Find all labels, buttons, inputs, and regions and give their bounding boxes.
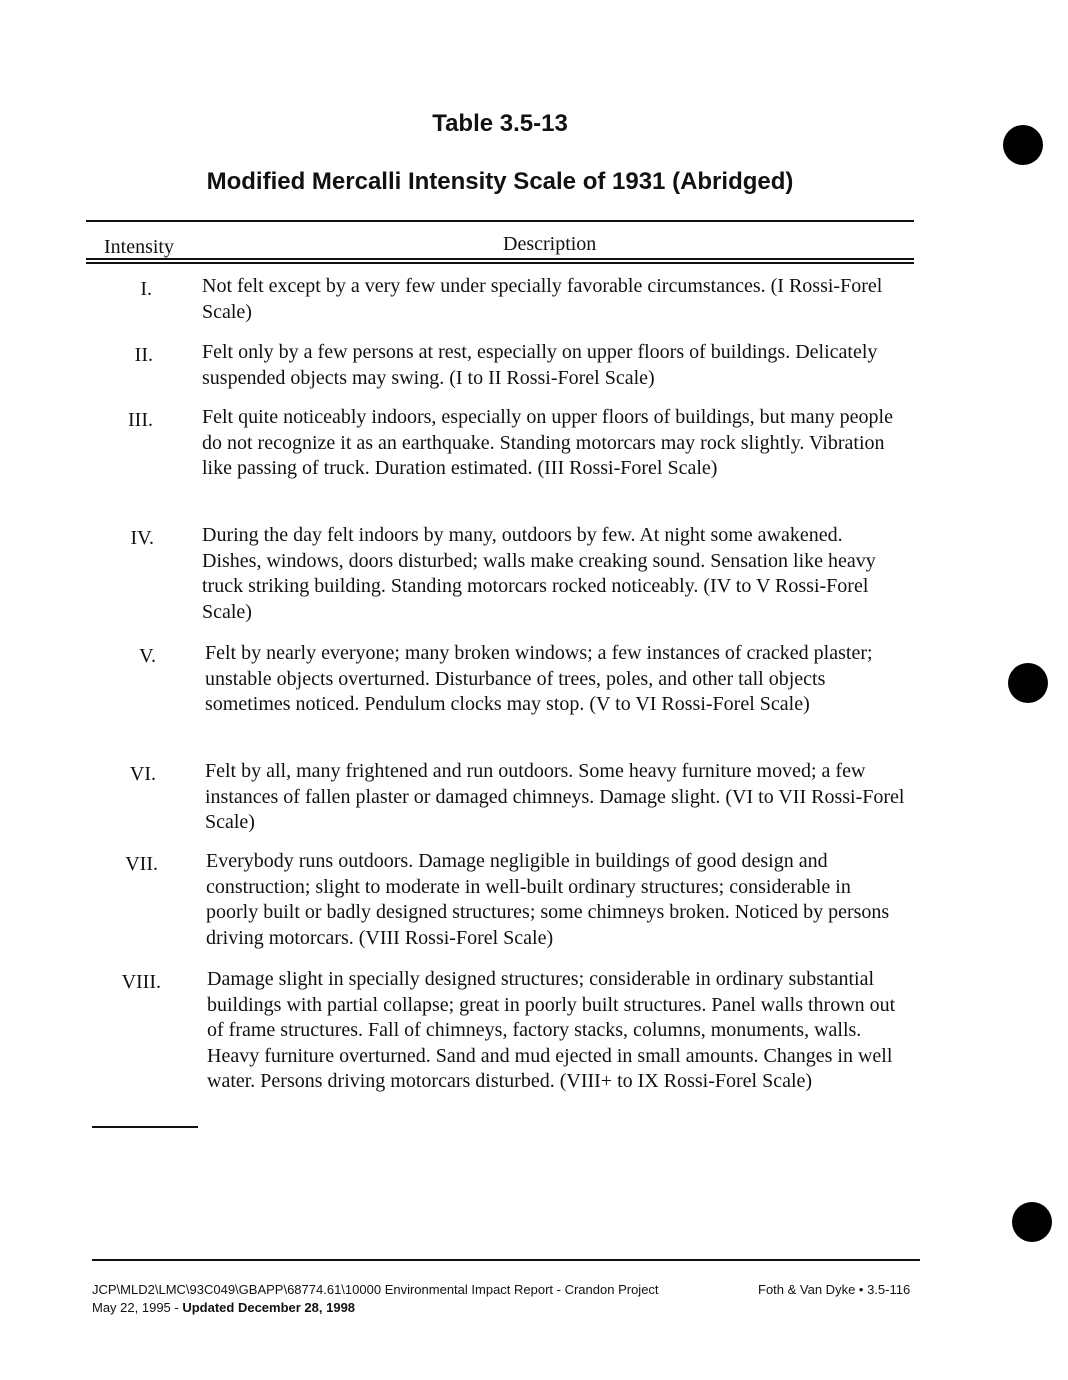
footer-rule xyxy=(92,1259,920,1261)
header-double-rule-bottom xyxy=(86,262,914,264)
punch-hole-bottom xyxy=(1012,1202,1052,1242)
intensity-value: I. xyxy=(140,278,152,300)
intensity-description: Felt by nearly everyone; many broken windows; a few instances of cracked plaster; unstable objects overturned. Disturbance of trees, poles, and other tall objects sometimes noticed. Pendulum clocks may stop. (V to VI Rossi-Forel Scale) xyxy=(205,642,873,715)
punch-hole-top xyxy=(1003,125,1043,165)
intensity-description: Felt quite noticeably indoors, especially on upper floors of buildings, but many people do not recognize it as an earthquake. Standing motorcars may rock slightly. Vibration like passing of truck. Duration estimated. (III Rossi-Forel Scale) xyxy=(202,406,893,479)
table-end-rule xyxy=(92,1126,198,1128)
intensity-value: VIII. xyxy=(121,971,161,993)
intensity-value: II. xyxy=(134,344,153,366)
intensity-value: VI. xyxy=(129,763,156,785)
footer-date: May 22, 1995 - xyxy=(92,1300,179,1315)
intensity-description: Not felt except by a very few under specially favorable circumstances. (I Rossi-Forel Scale) xyxy=(202,275,883,323)
header-double-rule-top xyxy=(86,258,914,260)
punch-hole-middle xyxy=(1008,663,1048,703)
footer-report: Environmental Impact Report - Crandon Project xyxy=(384,1282,659,1297)
footer-publisher: Foth & Van Dyke • 3.5-116 xyxy=(758,1282,911,1297)
table-number: Table 3.5-13 xyxy=(432,110,568,137)
intensity-value: VII. xyxy=(125,853,158,875)
footer-path: JCP\MLD2\LMC\93C049\GBAPP\68774.61\10000 xyxy=(92,1282,382,1297)
top-rule xyxy=(86,220,914,222)
column-header-intensity: Intensity xyxy=(104,236,174,258)
intensity-value: V. xyxy=(139,645,156,667)
intensity-description: Everybody runs outdoors. Damage negligible in buildings of good design and construction; slight to moderate in well-built ordinary structures; considerable in poorly built or badly designed structures; some chimneys broken. Noticed by persons driving motorcars. (VIII Rossi-Forel Scale) xyxy=(206,850,890,949)
intensity-description: Damage slight in specially designed structures; considerable in ordinary substantial buildings with partial collapse; great in poorly built structures. Panel walls thrown out of frame structures. Fall of chimneys, factory stacks, columns, monuments, walls. Heavy furniture overturned. Sand and mud ejected in small amounts. Changes in well water. Persons driving motorcars disturbed. (VIII+ to IX Rossi-Forel Scale) xyxy=(207,968,896,1092)
intensity-description: Felt only by a few persons at rest, especially on upper floors of buildings. Delicately suspended objects may swing. (I to II Rossi-Forel Scale) xyxy=(202,341,878,389)
intensity-value: III. xyxy=(128,409,153,431)
intensity-description: Felt by all, many frightened and run outdoors. Some heavy furniture moved; a few instances of fallen plaster or damaged chimneys. Damage slight. (VI to VII Rossi-Forel Scale) xyxy=(205,760,905,833)
footer-left xyxy=(92,1281,659,1317)
table-title: Modified Mercalli Intensity Scale of 1931 (Abridged) xyxy=(206,168,794,195)
footer-updated: Updated December 28, 1998 xyxy=(182,1300,356,1315)
intensity-value: IV. xyxy=(130,527,154,549)
intensity-description: During the day felt indoors by many, outdoors by few. At night some awakened. Dishes, windows, doors disturbed; walls make creaking sound. Sensation like heavy truck striking building. Standing motorcars rocked noticeably. (IV to V Rossi-Forel Scale) xyxy=(202,524,876,623)
column-header-description: Description xyxy=(503,233,597,255)
